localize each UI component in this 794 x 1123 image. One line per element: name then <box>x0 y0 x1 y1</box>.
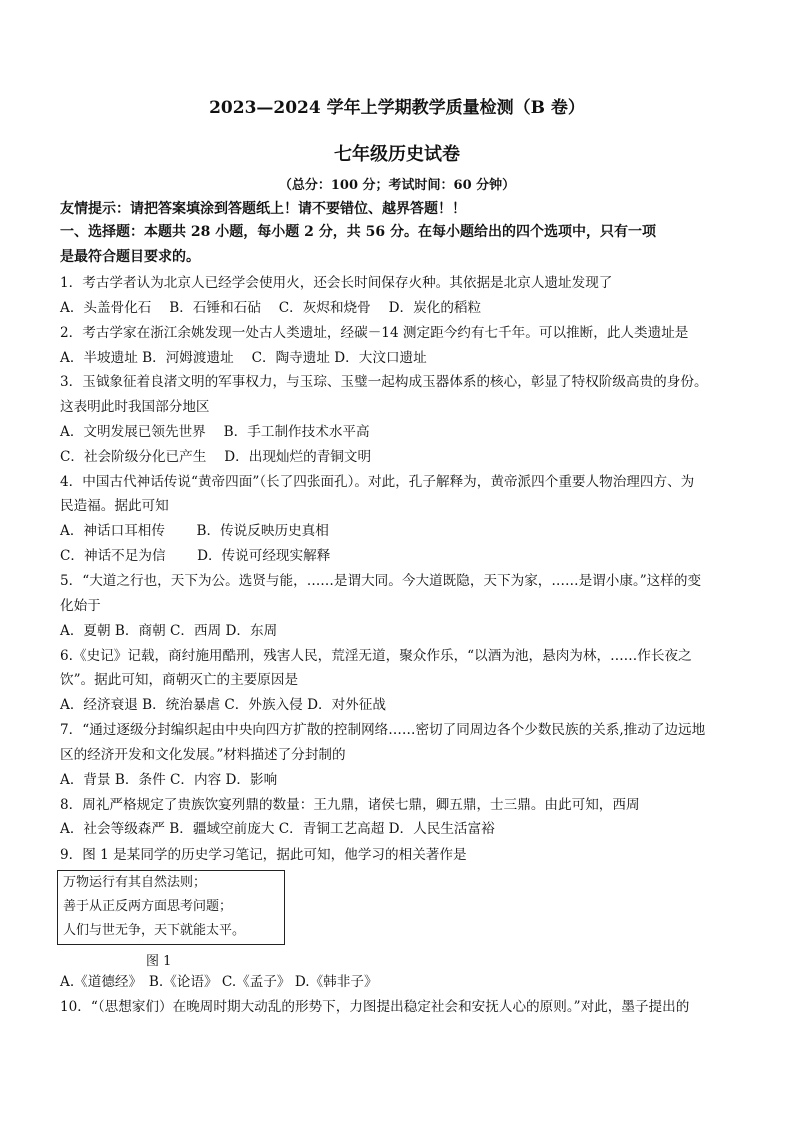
question-line: 4．中国古代神话传说“黄帝四面”（长了四张面孔）。对此，孔子解释为，黄帝派四个重要人物治理四方、为 <box>60 474 695 490</box>
question-line: 1．考古学者认为北京人已经学会使用火，还会长时间保存火种。其依据是北京人遗址发现了 <box>60 275 613 291</box>
exam-title: 2023—2024 学年上学期教学质量检测（B 卷） <box>209 98 585 118</box>
question-line: 饮”。据此可知，商朝灭亡的主要原因是 <box>60 672 299 688</box>
question-line: A．神话口耳相传 B．传说反映历史真相 <box>60 523 329 539</box>
question-line: 8．周礼严格规定了贵族饮宴列鼎的数量：王九鼎，诸侯七鼎，卿五鼎，士三鼎。由此可知，西周 <box>60 797 640 813</box>
question-line: 3．玉钺象征着良渚文明的军事权力，与玉琮、玉璧一起构成玉器体系的核心，彰显了特权阶级高贵的身份。 <box>60 374 708 390</box>
question-line: A.《道德经》 B.《论语》 C.《孟子》 D.《韩非子》 <box>60 974 378 990</box>
question-line: A．背景 B．条件 C．内容 D．影响 <box>60 772 278 788</box>
question-line: 7．“通过逐级分封编织起由中央向四方扩散的控制网络……密切了同周边各个少数民族的关系,推动了边远地 <box>60 722 706 738</box>
question-line: 2．考古学家在浙江余姚发现一处古人类遗址，经碳－14 测定距今约有七千年。可以推断，此人类遗址是 <box>60 325 689 341</box>
question-line: 区的经济开发和文化发展。”材料描述了分封制的 <box>60 747 346 763</box>
question-line: C．神话不足为信 D．传说可经现实解释 <box>60 548 331 564</box>
question-line: A．夏朝 B．商朝 C．西周 D．东周 <box>60 623 278 639</box>
question-line: A．半坡遗址 B．河姆渡遗址 C．陶寺遗址 D．大汶口遗址 <box>60 350 427 366</box>
question-line: C．社会阶级分化已产生 D．出现灿烂的青铜文明 <box>60 449 372 465</box>
section-heading-line1: 一、选择题：本题共 28 小题，每小题 2 分，共 56 分。在每小题给出的四个选项中，只有一项 <box>60 224 656 240</box>
question-line: 9．图 1 是某同学的历史学习笔记，据此可知，他学习的相关著作是 <box>60 847 467 863</box>
question-line: A．文明发展已领先世界 B．手工制作技术水平高 <box>60 424 370 440</box>
question-line: A．社会等级森严 B．疆域空前庞大 C．青铜工艺高超 D．人民生活富裕 <box>60 821 495 837</box>
question-line: 10．“（思想家们）在晚周时期大动乱的形势下，力图提出稳定社会和安抚人心的原则。”对此，墨子提出的 <box>60 999 690 1015</box>
question-line: A．经济衰退 B．统治暴虐 C．外族入侵 D．对外征战 <box>60 697 386 713</box>
friendly-tip: 友情提示：请把答案填涂到答题纸上！请不要错位、越界答题！！ <box>60 201 466 217</box>
question-line: 这表明此时我国部分地区 <box>60 399 210 415</box>
exam-info: （总分：100 分；考试时间：60 分钟） <box>278 178 516 193</box>
study-note-box <box>57 870 285 945</box>
note-line: 万物运行有其自然法则； <box>63 875 207 890</box>
figure-caption: 图 1 <box>146 954 172 969</box>
note-line: 善于从正反两方面思考问题； <box>63 899 233 914</box>
section-heading-line2: 是最符合题目要求的。 <box>60 249 200 265</box>
question-line: 化始于 <box>60 598 101 614</box>
question-line: 民造福。据此可知 <box>60 498 169 514</box>
question-line: 5．“大道之行也，天下为公。选贤与能，……是谓大同。今大道既隐，天下为家，……是谓小康。”这样的变 <box>60 573 702 589</box>
exam-subtitle: 七年级历史试卷 <box>334 144 460 165</box>
question-line: 6.《史记》记载，商纣施用酷刑，残害人民，荒淫无道，聚众作乐，“以酒为池，悬肉为林，……作长夜之 <box>60 648 692 664</box>
note-line: 人们与世无争，天下就能太平。 <box>63 923 246 938</box>
question-line: A．头盖骨化石 B．石锤和石砧 C．灰烬和烧骨 D．炭化的稻粒 <box>60 300 482 316</box>
